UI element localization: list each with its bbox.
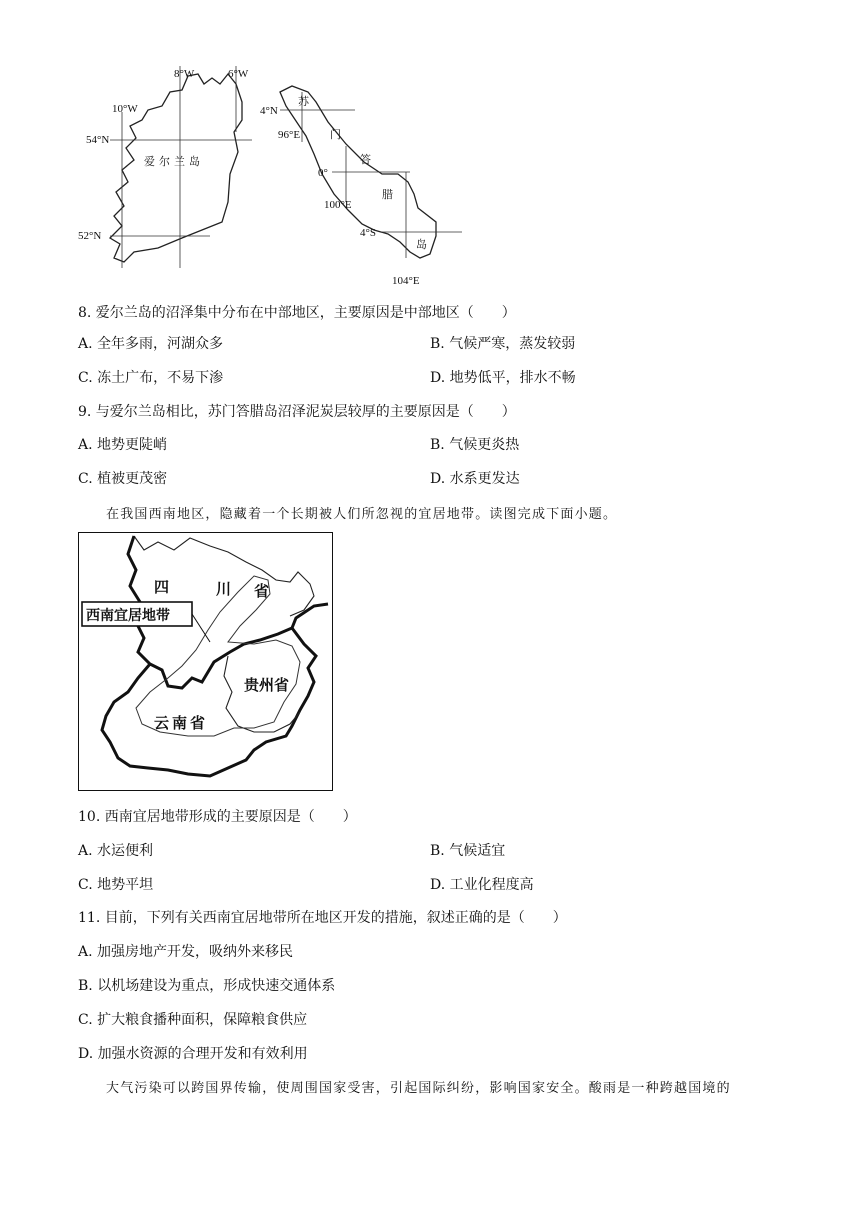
q10-stem: 10. 西南宜居地带形成的主要原因是（ ）	[78, 809, 357, 825]
q11-option-c: C. 扩大粮食播种面积，保障粮食供应	[78, 1012, 308, 1028]
q8-option-b: B. 气候严寒，蒸发较弱	[430, 336, 576, 352]
lon-label-104e: 104°E	[392, 275, 420, 287]
lat-label-52n: 52°N	[78, 230, 102, 242]
ireland-name-label: 爱尔兰岛	[144, 155, 204, 168]
sumatra-char-3: 答	[360, 153, 371, 166]
lat-label-4s: 4°S	[360, 227, 377, 239]
lon-label-6w: 6°W	[228, 68, 249, 80]
ireland-sumatra-map	[70, 62, 490, 292]
q8-option-d: D. 地势低平，排水不畅	[430, 370, 576, 386]
q9-stem: 9. 与爱尔兰岛相比，苏门答腊岛沼泽泥炭层较厚的主要原因是（ ）	[78, 404, 516, 420]
q9-option-b: B. 气候更炎热	[430, 437, 520, 453]
sichuan-char-3: 省	[254, 582, 270, 600]
q10-option-c: C. 地势平坦	[78, 877, 154, 893]
intro-paragraph-air-pollution: 大气污染可以跨国界传输，使周围国家受害，引起国际纠纷，影响国家安全。酸雨是一种跨越国境的	[106, 1081, 731, 1096]
q10-option-d: D. 工业化程度高	[430, 877, 534, 893]
southwest-livable-zone-map	[78, 532, 334, 794]
q10-option-b: B. 气候适宜	[430, 843, 506, 859]
q11-option-b: B. 以机场建设为重点，形成快速交通体系	[78, 978, 336, 994]
q11-stem: 11. 目前，下列有关西南宜居地带所在地区开发的措施，叙述正确的是（ ）	[78, 910, 567, 926]
q11-option-a: A. 加强房地产开发，吸纳外来移民	[78, 944, 294, 960]
q11-option-d: D. 加强水资源的合理开发和有效利用	[78, 1046, 308, 1062]
q9-option-c: C. 植被更茂密	[78, 471, 168, 487]
sumatra-char-4: 腊	[382, 188, 393, 201]
guizhou-label: 贵州省	[244, 676, 290, 694]
sumatra-char-5: 岛	[416, 238, 427, 251]
lon-label-10w: 10°W	[112, 103, 138, 115]
lon-label-100e: 100°E	[324, 199, 352, 211]
lat-label-4n: 4°N	[260, 105, 278, 117]
q9-option-a: A. 地势更陡峭	[78, 437, 168, 453]
lon-label-96e: 96°E	[278, 129, 301, 141]
q9-option-d: D. 水系更发达	[430, 471, 520, 487]
sichuan-char-2: 川	[216, 580, 232, 598]
q10-option-a: A. 水运便利	[78, 843, 154, 859]
intro-paragraph-southwest: 在我国西南地区，隐藏着一个长期被人们所忽视的宜居地带。读图完成下面小题。	[106, 507, 618, 522]
q8-option-a: A. 全年多雨，河湖众多	[78, 336, 224, 352]
q8-option-c: C. 冻土广布，不易下渗	[78, 370, 224, 386]
sumatra-char-2: 门	[330, 128, 341, 141]
lon-label-8w: 8°W	[174, 68, 195, 80]
yunnan-label: 云南省	[154, 714, 209, 732]
sichuan-char-1: 四	[154, 578, 170, 596]
lat-label-0: 0°	[318, 167, 328, 179]
q8-stem: 8. 爱尔兰岛的沼泽集中分布在中部地区，主要原因是中部地区（ ）	[78, 305, 516, 321]
lat-label-54n: 54°N	[86, 134, 110, 146]
sumatra-char-1: 苏	[298, 95, 309, 108]
livable-zone-label: 西南宜居地带	[86, 608, 170, 624]
